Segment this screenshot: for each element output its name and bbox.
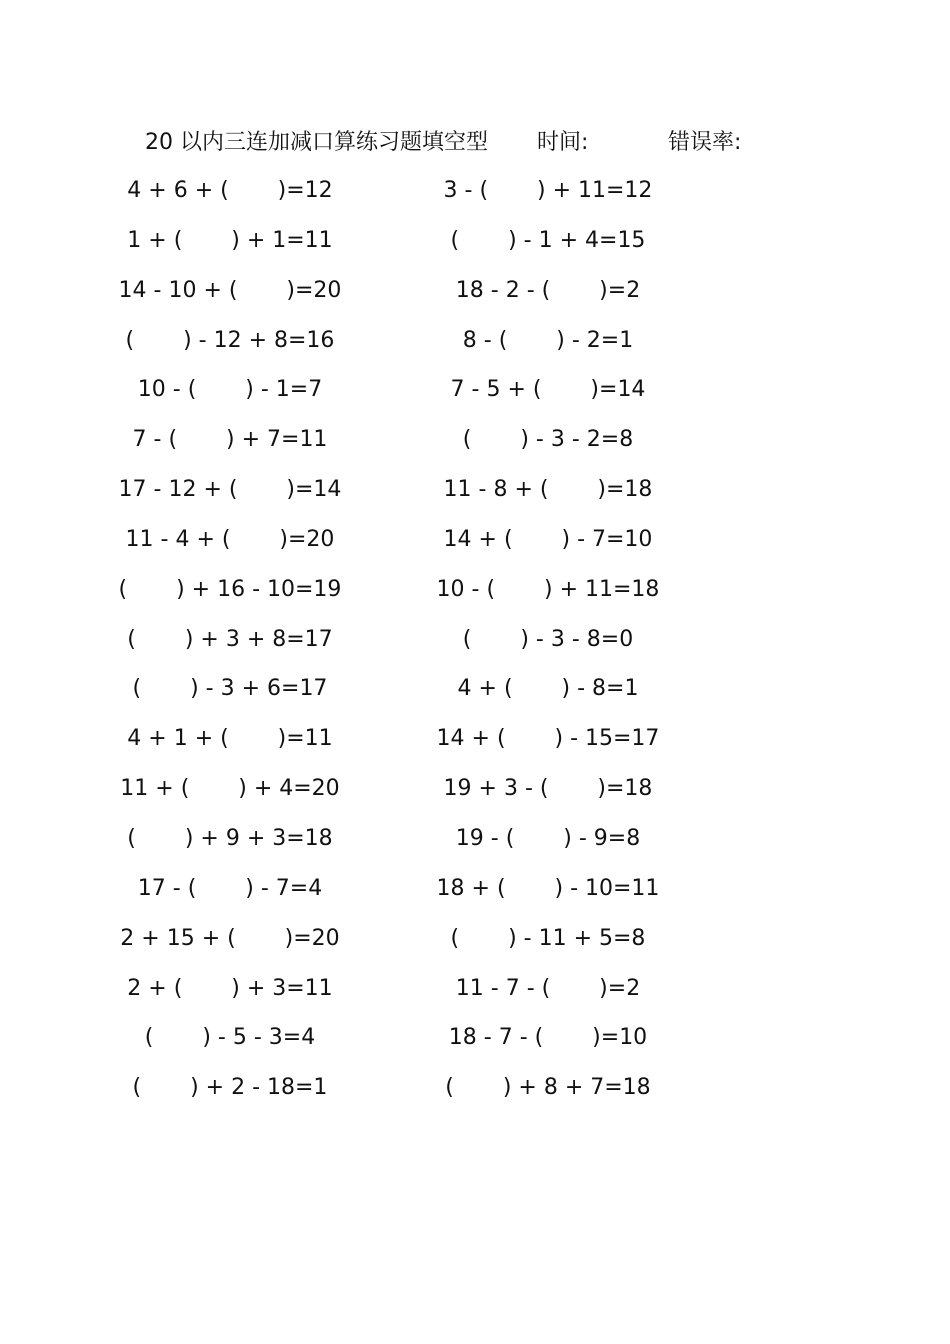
problem: 7 - 5 + ( )=14 xyxy=(450,377,646,403)
problem: 11 - 8 + ( )=18 xyxy=(443,477,653,503)
left-problem-column xyxy=(80,174,380,1121)
problem: 14 + ( ) - 7=10 xyxy=(443,526,653,552)
worksheet-header xyxy=(145,126,785,160)
problem: ( ) - 12 + 8=16 xyxy=(125,327,335,353)
problem: 11 + ( ) + 4=20 xyxy=(120,776,340,802)
problem: 18 + ( ) - 10=11 xyxy=(436,875,660,901)
problem: 18 - 2 - ( )=2 xyxy=(455,277,641,303)
problem: ( ) + 9 + 3=18 xyxy=(127,825,333,851)
problem: 19 - ( ) - 9=8 xyxy=(455,825,641,851)
problem: ( ) + 3 + 8=17 xyxy=(127,626,333,652)
error-rate-label: 错误率: xyxy=(668,130,742,155)
problem: ( ) - 3 - 2=8 xyxy=(462,427,634,453)
problem: 11 - 4 + ( )=20 xyxy=(125,526,335,552)
problem: ( ) - 11 + 5=8 xyxy=(450,925,646,951)
problem: 10 - ( ) - 1=7 xyxy=(137,377,323,403)
time-label: 时间: xyxy=(537,130,589,155)
problem: 14 + ( ) - 15=17 xyxy=(436,726,660,752)
problem: 4 + 6 + ( )=12 xyxy=(127,178,333,203)
problem: 4 + 1 + ( )=11 xyxy=(127,726,333,752)
problem: ( ) + 8 + 7=18 xyxy=(445,1075,651,1101)
problem: 1 + ( ) + 1=11 xyxy=(127,227,333,253)
problem: ( ) + 2 - 18=1 xyxy=(132,1075,328,1101)
problem: 2 + ( ) + 3=11 xyxy=(127,975,333,1001)
problem: ( ) - 3 - 8=0 xyxy=(462,626,634,652)
problem: ( ) - 5 - 3=4 xyxy=(144,1025,316,1051)
problem: 18 - 7 - ( )=10 xyxy=(448,1025,648,1051)
worksheet-title: 20 以内三连加减口算练习题填空型 xyxy=(145,130,488,155)
problem: ( ) + 16 - 10=19 xyxy=(118,576,342,602)
problem: 7 - ( ) + 7=11 xyxy=(132,427,328,453)
problem: 2 + 15 + ( )=20 xyxy=(120,925,340,951)
problem: 4 + ( ) - 8=1 xyxy=(457,676,639,702)
problem: 3 - ( ) + 11=12 xyxy=(443,178,653,203)
problem: 10 - ( ) + 11=18 xyxy=(436,576,660,602)
problem: 14 - 10 + ( )=20 xyxy=(118,277,342,303)
problem: 11 - 7 - ( )=2 xyxy=(455,975,641,1001)
right-problem-column xyxy=(398,174,698,1121)
problem: 17 - ( ) - 7=4 xyxy=(137,875,323,901)
problem: ( ) - 3 + 6=17 xyxy=(132,676,328,702)
problem: 19 + 3 - ( )=18 xyxy=(443,776,653,802)
problem: 8 - ( ) - 2=1 xyxy=(462,327,634,353)
problem: 17 - 12 + ( )=14 xyxy=(118,477,342,503)
problem: ( ) - 1 + 4=15 xyxy=(450,227,646,253)
